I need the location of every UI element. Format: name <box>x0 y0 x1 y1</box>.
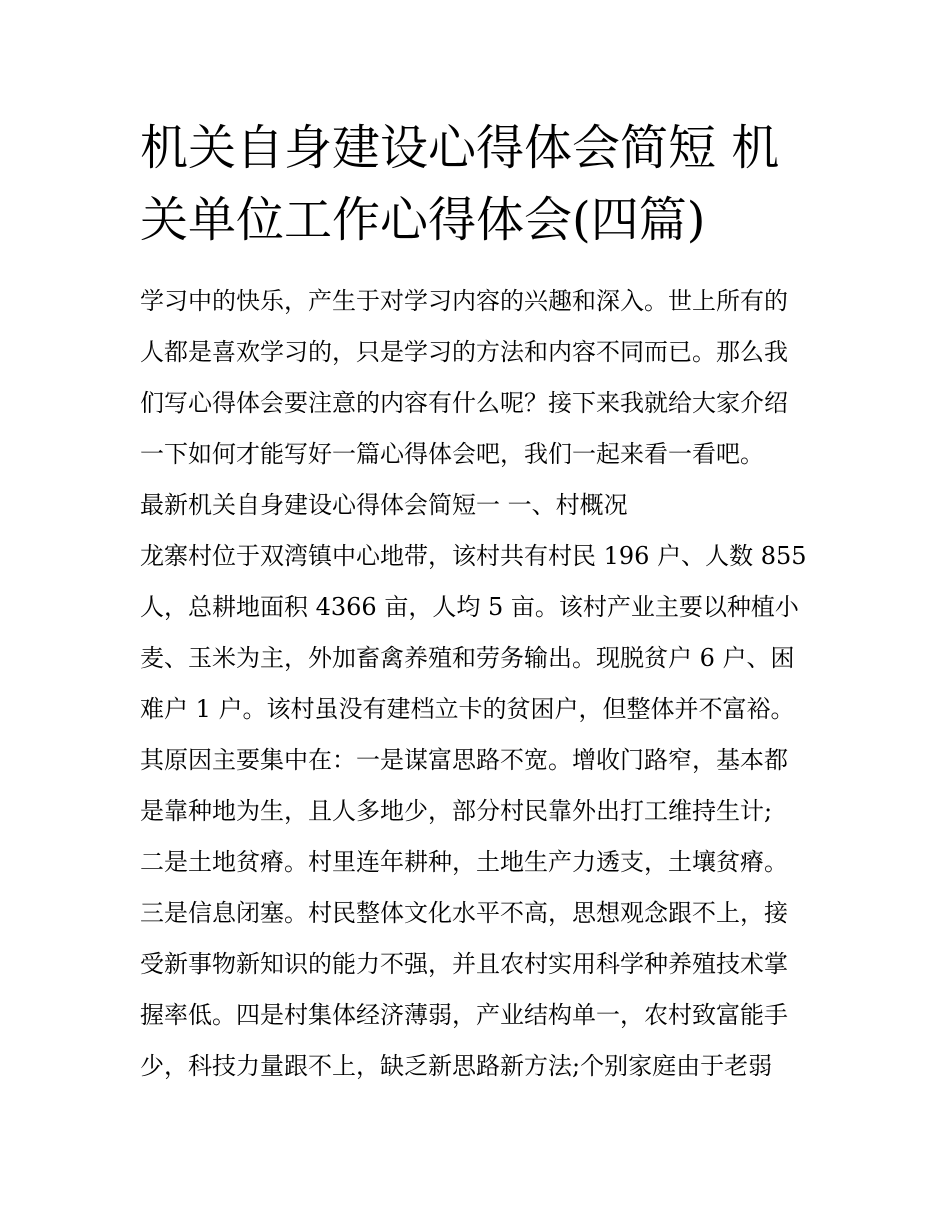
body-line: 握率低。四是村集体经济薄弱，产业结构单一，农村致富能手 <box>140 1001 788 1029</box>
document-body <box>140 280 830 1096</box>
body-line: 少，科技力量跟不上，缺乏新思路新方法;个别家庭由于老弱 <box>140 1052 773 1080</box>
body-line: 学习中的快乐，产生于对学习内容的兴趣和深入。世上所有的 <box>140 287 788 315</box>
title-line: 机关自身建设心得体会简短 机 <box>140 120 780 176</box>
body-line: 三是信息闭塞。村民整体文化水平不高，思想观念跟不上，接 <box>140 899 788 927</box>
body-line: 们写心得体会要注意的内容有什么呢？接下来我就给大家介绍 <box>140 389 788 417</box>
document-title <box>140 112 820 256</box>
body-line: 难户 1 户。该村虽没有建档立卡的贫困户，但整体并不富裕。 <box>140 695 795 723</box>
body-line: 一下如何才能写好一篇心得体会吧，我们一起来看一看吧。 <box>140 440 764 468</box>
body-line: 是靠种地为生，且人多地少，部分村民靠外出打工维持生计; <box>140 797 773 825</box>
body-line: 人都是喜欢学习的，只是学习的方法和内容不同而已。那么我 <box>140 338 788 366</box>
body-line: 人，总耕地面积 4366 亩，人均 5 亩。该村产业主要以种植小 <box>140 593 799 621</box>
body-line: 二是土地贫瘠。村里连年耕种，土地生产力透支，土壤贫瘠。 <box>140 848 788 876</box>
title-line: 关单位工作心得体会(四篇) <box>140 192 706 248</box>
body-line: 其原因主要集中在：一是谋富思路不宽。增收门路窄，基本都 <box>140 746 788 774</box>
body-line: 龙寨村位于双湾镇中心地带，该村共有村民 196 户、人数 855 <box>140 542 807 570</box>
body-line: 受新事物新知识的能力不强，并且农村实用科学种养殖技术掌 <box>140 950 788 978</box>
section-heading: 最新机关自身建设心得体会简短一 一、村概况 <box>140 491 628 519</box>
body-line: 麦、玉米为主，外加畜禽养殖和劳务输出。现脱贫户 6 户、困 <box>140 644 795 672</box>
